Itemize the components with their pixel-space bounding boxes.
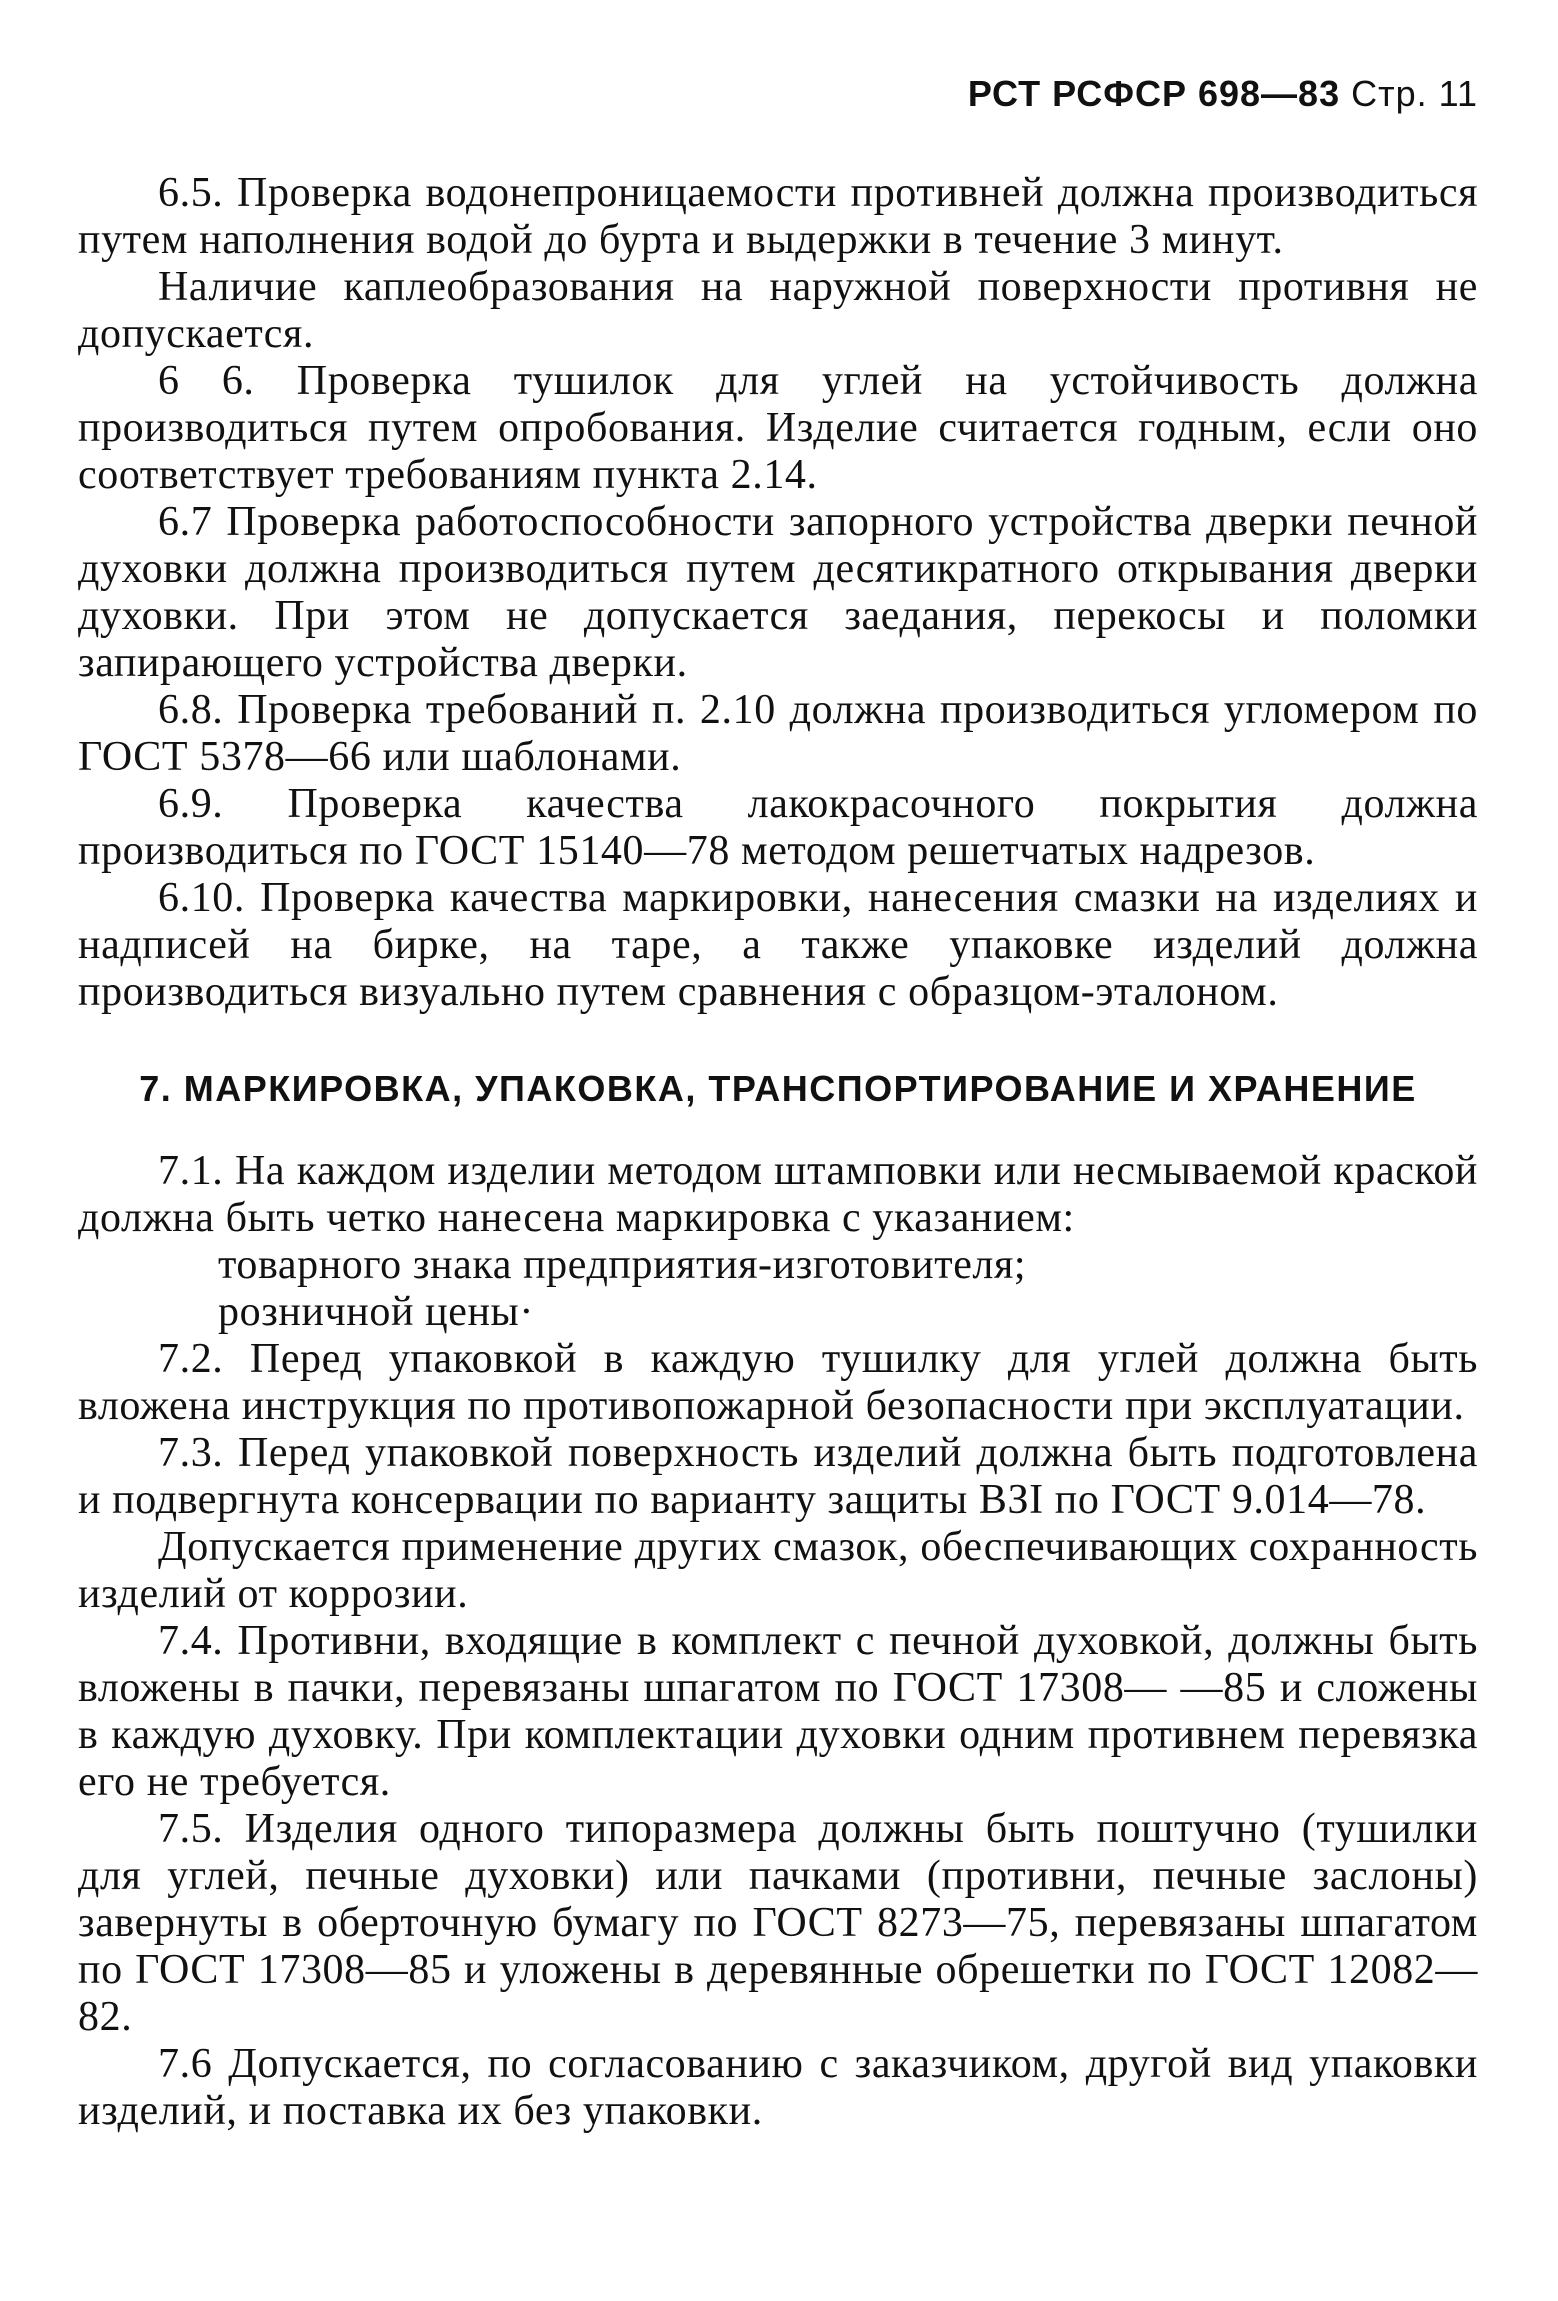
paragraph-6-7: 6.7 Проверка работоспособности запорного устройства дверки печной духовки должна производиться путем десятикратного открывания дверки духовки. При этом не допускается заедания, перекосы и поломки запирающего устройства дверки. [78,499,1478,686]
paragraph-7-4: 7.4. Противни, входящие в комплект с печной духовкой, должны быть вложены в пачки, перевязаны шпагатом по ГОСТ 17308— —85 и сложены в каждую духовку. При комплектации духовки одним противнем перевязка его не требуется. [78,1618,1478,1805]
document-page [78,70,1478,2270]
running-header [78,70,1478,118]
list-item-trademark: товарного знака предприятия-изготовителя; [218,1242,1027,1288]
paragraph-7-1: 7.1. На каждом изделии методом штамповки или несмываемой краской должна быть четко нанесена маркировка с указанием: [78,1148,1478,1241]
paragraph-6-9: 6.9. Проверка качества лакокрасочного покрытия должна производиться по ГОСТ 15140—78 методом решетчатых надрезов. [78,781,1478,874]
paragraph-6-8: 6.8. Проверка требований п. 2.10 должна производиться угломером по ГОСТ 5378—66 или шаблонами. [78,687,1478,780]
paragraph-7-3: 7.3. Перед упаковкой поверхность изделий должна быть подготовлена и подвергнута консервации по варианту защиты ВЗI по ГОСТ 9.014—78. [78,1430,1478,1523]
page-number: Стр. 11 [1351,73,1478,114]
paragraph-6-5: 6.5. Проверка водонепроницаемости противней должна производиться путем наполнения водой до бурта и выдержки в течение 3 минут. [78,170,1478,263]
paragraph-7-5: 7.5. Изделия одного типоразмера должны быть поштучно (тушилки для углей, печные духовки) или пачками (противни, печные заслоны) завернуты в оберточную бумагу по ГОСТ 8273—75, перевязаны шпагатом по ГОСТ 17308—85 и уложены в деревянные обрешетки по ГОСТ 12082—82. [78,1806,1478,2040]
paragraph-7-6: 7.6 Допускается, по согласованию с заказчиком, другой вид упаковки изделий, и поставка их без упаковки. [78,2041,1478,2134]
paragraph-6-6: 6 6. Проверка тушилок для углей на устойчивость должна производиться путем опробования. Изделие считается годным, если оно соответствует требованиям пункта 2.14. [78,358,1478,498]
paragraph-6-10: 6.10. Проверка качества маркировки, нанесения смазки на изделиях и надписей на бирке, на таре, а также упаковке изделий должна производиться визуально путем сравнения с образцом-эталоном. [78,875,1478,1015]
paragraph-6-5-note: Наличие каплеобразования на наружной поверхности противня не допускается. [78,264,1478,357]
list-item-retail-price: розничной цены· [218,1289,534,1335]
paragraph-7-2: 7.2. Перед упаковкой в каждую тушилку для углей должна быть вложена инструкция по противопожарной безопасности при эксплуатации. [78,1336,1478,1429]
standard-number: РСТ РСФСР 698—83 [967,73,1341,114]
paragraph-7-3-note: Допускается применение других смазок, обеспечивающих сохранность изделий от коррозии. [78,1524,1478,1617]
section-7-heading: 7. МАРКИРОВКА, УПАКОВКА, ТРАНСПОРТИРОВАНИЕ И ХРАНЕНИЕ [139,1068,1417,1109]
